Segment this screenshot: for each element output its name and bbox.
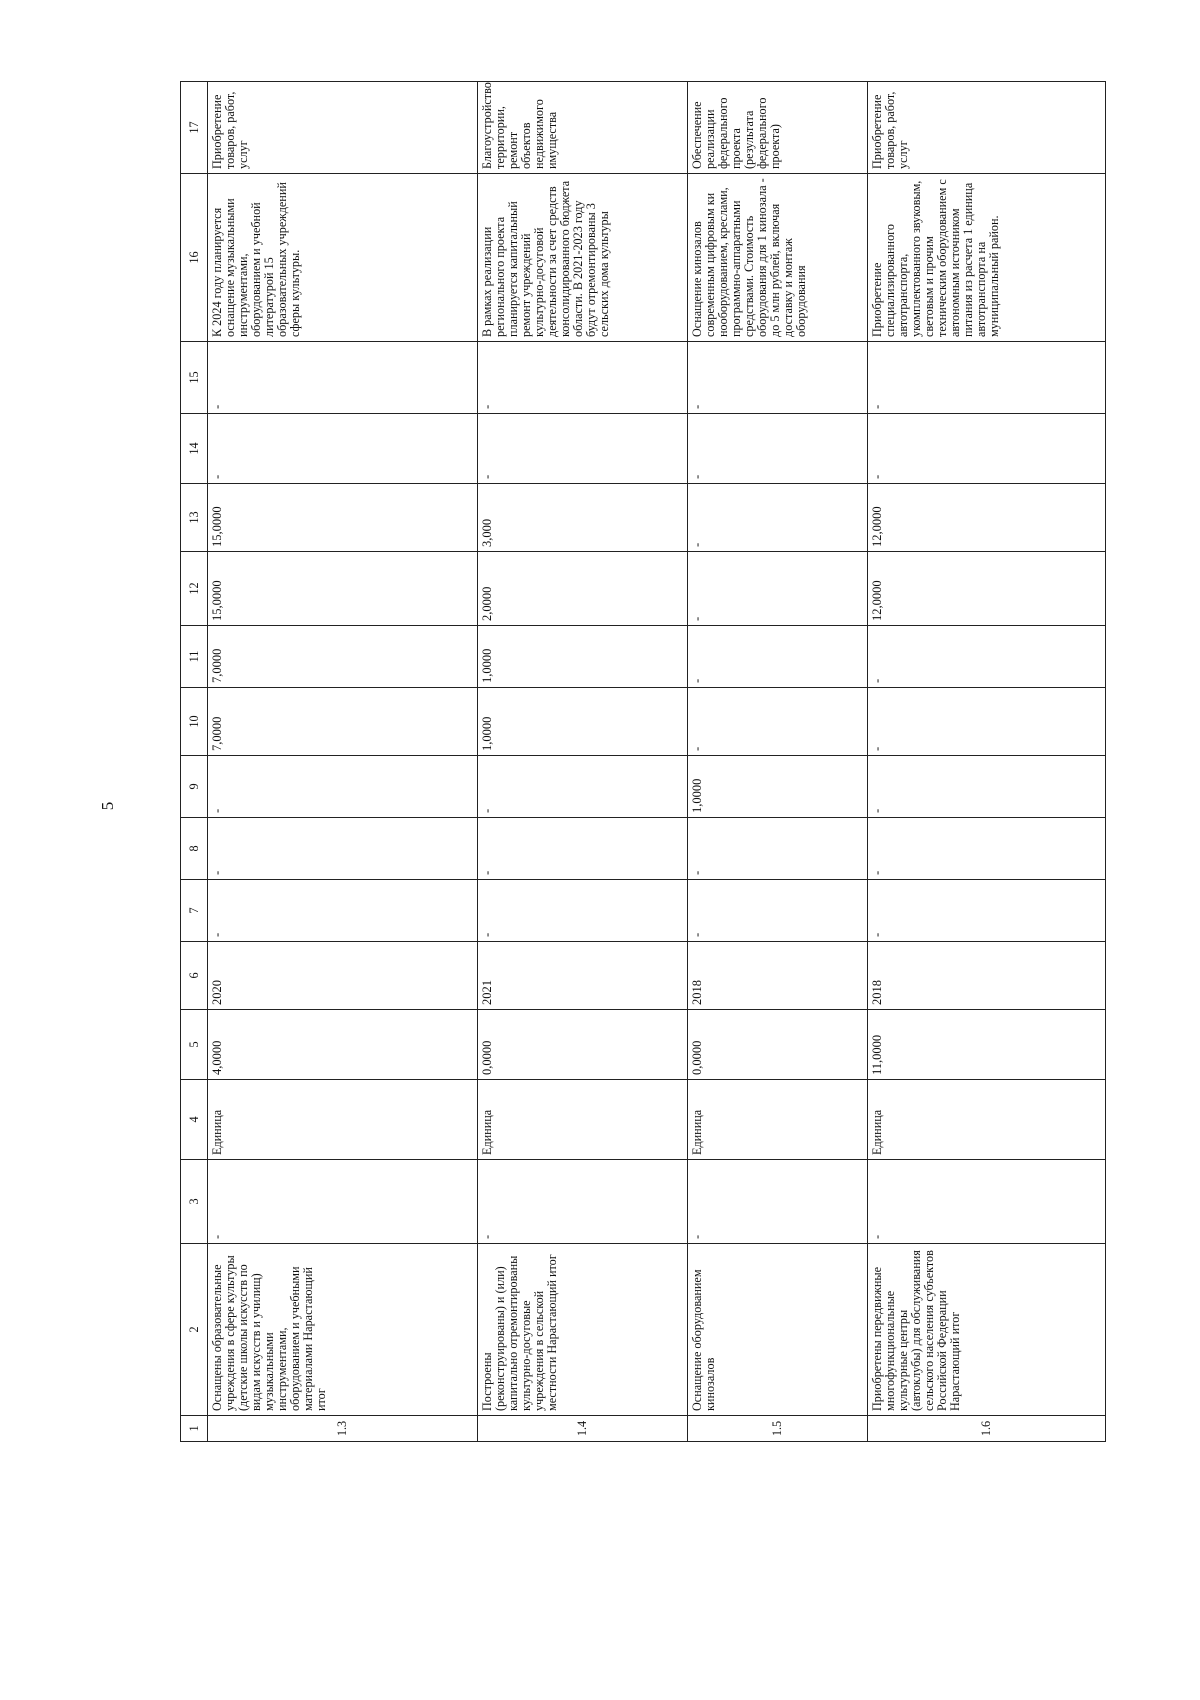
- col-header-16: 16: [181, 174, 208, 342]
- cell-col9: -: [478, 756, 688, 818]
- cell-col10: -: [868, 688, 1106, 756]
- indicator-name: Построены (реконструированы) и (или) капитально отремонтированы культурно-досуговые учреждения в сельской местности Нарастающий итог: [478, 1244, 688, 1416]
- cell-col9: -: [868, 756, 1106, 818]
- indicator-name: Оснащены образовательные учреждения в сфере культуры (детские школы искусств по видам искусств и училищ) музыкальными инструментами, оборудованием и учебными материалами Нарастающий итог: [208, 1244, 478, 1416]
- base-value: 0,0000: [478, 1010, 688, 1080]
- col-header-4: 4: [181, 1080, 208, 1160]
- unit-cell: Единица: [208, 1080, 478, 1160]
- rotated-table-container: [180, 82, 1100, 1442]
- col-header-5: 5: [181, 1010, 208, 1080]
- project-results-table: [180, 81, 1106, 1442]
- cell-col8: -: [688, 818, 868, 880]
- col-header-15: 15: [181, 342, 208, 414]
- cell-col12: 12,0000: [868, 552, 1106, 626]
- table-row: [478, 82, 688, 1442]
- base-year: 2018: [688, 942, 868, 1010]
- base-year: 2018: [868, 942, 1106, 1010]
- col-header-7: 7: [181, 880, 208, 942]
- activity-type-cell: Благоустройство территории, ремонт объектов недвижимого имущества: [478, 82, 688, 174]
- cell-col15: -: [688, 342, 868, 414]
- cell-col7: -: [688, 880, 868, 942]
- col-header-14: 14: [181, 414, 208, 484]
- cell-col11: 7,0000: [208, 626, 478, 688]
- cell-col10: 1,0000: [478, 688, 688, 756]
- row-id: 1.5: [688, 1416, 868, 1442]
- activity-type-cell: Приобретение товаров, работ, услуг: [208, 82, 478, 174]
- col-header-17: 17: [181, 82, 208, 174]
- cell-col7: -: [208, 880, 478, 942]
- cell-col9: -: [208, 756, 478, 818]
- cell-col3: -: [688, 1160, 868, 1244]
- cell-col14: -: [688, 414, 868, 484]
- col-header-2: 2: [181, 1244, 208, 1416]
- col-header-1: 1: [181, 1416, 208, 1442]
- cell-col14: -: [208, 414, 478, 484]
- description-cell: Оснащение кинозалов современным цифровым ки нооборудованием, креслами, программно-аппаратными средствами. Стоимость оборудования для 1 кинозала - до 5 млн рублей, включая доставку и монтаж оборудования: [688, 174, 868, 342]
- activity-type-cell: Обеспечение реализации федерального проекта (результата федерального проекта): [688, 82, 868, 174]
- cell-col3: -: [208, 1160, 478, 1244]
- col-header-8: 8: [181, 818, 208, 880]
- base-year: 2020: [208, 942, 478, 1010]
- unit-cell: Единица: [868, 1080, 1106, 1160]
- description-cell: В рамках реализации регионального проекта планируется капитальный ремонт учреждений культурно-досуговой деятельности за счет средств консолидированного бюджета области. В 2021-2023 году будут отремонтированы 3 сельских дома культуры: [478, 174, 688, 342]
- cell-col12: -: [688, 552, 868, 626]
- row-id: 1.6: [868, 1416, 1106, 1442]
- col-header-12: 12: [181, 552, 208, 626]
- cell-col13: 12,0000: [868, 484, 1106, 552]
- header-row: [181, 82, 208, 1442]
- cell-col15: -: [208, 342, 478, 414]
- description-cell: К 2024 году планируется оснащение музыкальными инструментами, оборудованием и учебной литературой 15 образовательных учреждений сферы культуры.: [208, 174, 478, 342]
- cell-col3: -: [868, 1160, 1106, 1244]
- cell-col10: 7,0000: [208, 688, 478, 756]
- col-header-9: 9: [181, 756, 208, 818]
- cell-col9: 1,0000: [688, 756, 868, 818]
- cell-col8: -: [868, 818, 1106, 880]
- unit-cell: Единица: [478, 1080, 688, 1160]
- cell-col14: -: [868, 414, 1106, 484]
- base-value: 0,0000: [688, 1010, 868, 1080]
- row-id: 1.3: [208, 1416, 478, 1442]
- table-row: [868, 82, 1106, 1442]
- page-number: 5: [98, 801, 117, 811]
- cell-col10: -: [688, 688, 868, 756]
- activity-type-cell: Приобретение товаров, работ, услуг: [868, 82, 1106, 174]
- cell-col13: 15,0000: [208, 484, 478, 552]
- base-year: 2021: [478, 942, 688, 1010]
- unit-cell: Единица: [688, 1080, 868, 1160]
- col-header-3: 3: [181, 1160, 208, 1244]
- cell-col11: -: [688, 626, 868, 688]
- col-header-6: 6: [181, 942, 208, 1010]
- base-value: 4,0000: [208, 1010, 478, 1080]
- cell-col7: -: [478, 880, 688, 942]
- cell-col15: -: [868, 342, 1106, 414]
- row-id: 1.4: [478, 1416, 688, 1442]
- cell-col8: -: [208, 818, 478, 880]
- cell-col12: 15,0000: [208, 552, 478, 626]
- indicator-name: Приобретены передвижные многофункциональные культурные центры (автоклубы) для обслуживания сельского населения субъектов Российской Федерации Нарастающий итог: [868, 1244, 1106, 1416]
- cell-col11: 1,0000: [478, 626, 688, 688]
- table-row: [208, 82, 478, 1442]
- description-cell: Приобретение специализированного автотранспорта, укомплектованного звуковым, световым и прочим техническим оборудованием с автономным источником питания из расчета 1 единица автотранспорта на муниципальный район.: [868, 174, 1106, 342]
- cell-col11: -: [868, 626, 1106, 688]
- cell-col13: -: [688, 484, 868, 552]
- cell-col12: 2,0000: [478, 552, 688, 626]
- cell-col14: -: [478, 414, 688, 484]
- base-value: 11,0000: [868, 1010, 1106, 1080]
- cell-col7: -: [868, 880, 1106, 942]
- cell-col13: 3,000: [478, 484, 688, 552]
- col-header-10: 10: [181, 688, 208, 756]
- cell-col15: -: [478, 342, 688, 414]
- col-header-11: 11: [181, 626, 208, 688]
- cell-col8: -: [478, 818, 688, 880]
- col-header-13: 13: [181, 484, 208, 552]
- indicator-name: Оснащение оборудованием кинозалов: [688, 1244, 868, 1416]
- cell-col3: -: [478, 1160, 688, 1244]
- table-row: [688, 82, 868, 1442]
